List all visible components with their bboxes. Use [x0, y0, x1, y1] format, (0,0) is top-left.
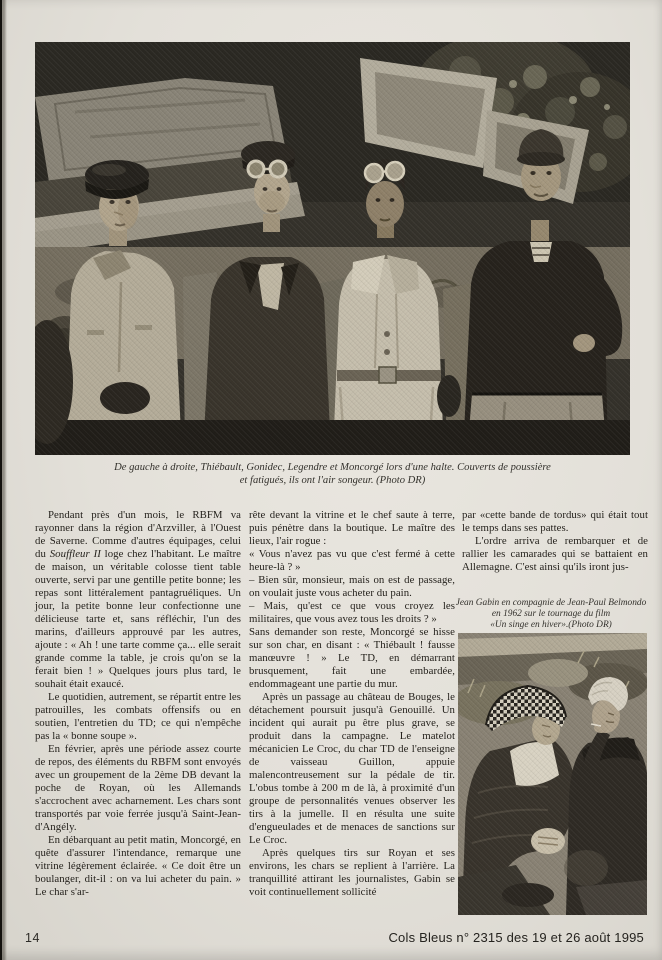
- paragraph-incident-le-croc: Après un passage au château de Bouges, le détachement poursuit jusqu'à Genouillé. Un incident qui aurait pu être plus grave, se produit dans la campagne. Le matelot mécanicien Le Croc, du char TD de l'enseigne de vaisseau Guillon, appuie malencontreusement sur la pédale de tir. L'obus tombe à 200 m de là, à proximité d'un groupe de personnalités venues observer les tirs à la jumelle. Il en résulta une suite d'engueulades et de menaces de sanctions sur Le Croc.: [249, 691, 455, 846]
- page-number: 14: [25, 931, 40, 945]
- dialogue-reponse: – Bien sûr, monsieur, mais on est de passage, on voulait juste vous acheter du pain.: [249, 574, 455, 599]
- paragraph-rbfm-arzviller: [35, 509, 241, 691]
- paragraph-fevrier-royan: En février, après une période assez courte de repos, des éléments du RBFM sont envoyés avec un groupement de la 2ème DB devant la poche de Royan, où les Allemands s'accrochent avec acharnement. Les chars sont transportés par voie ferrée jusqu'à Saint-Jean-d'Angély.: [35, 743, 241, 833]
- main-caption-line-1: De gauche à droite, Thiébault, Gonidec, Legendre et Moncorgé lors d'une halte. Couverts de poussière: [114, 462, 551, 473]
- paragraph-quotidien: Le quotidien, autrement, se répartit entre les patrouilles, les combats offensifs ou en soutien, l'entretien du TD; ce qui n'empêche pas la « bonne soupe ».: [35, 691, 241, 742]
- paragraph-text: Pendant près d'un mois, le RBFM va rayonner dans la région d'Arzviller, à l'Ouest de Saverne. Comme d'autres équipages, celui du: [35, 509, 241, 560]
- gabin-belmondo-photo: [458, 633, 647, 915]
- paragraph-bande-de-tordus: par «cette bande de tordus» qui était tout le temps dans ses pattes.: [462, 509, 648, 534]
- photo2-caption-line-2: en 1962 sur le tournage du film: [491, 609, 611, 619]
- photo2-caption: [450, 598, 652, 631]
- paragraph-text: loge chez l'habitant. Le maître de maison, un véritable colosse tient table ouverte, servi par une gentille petite bonne; les repas sont littéralement pantagruéliques. Un jour, la petite bonne leur confectionne une délicieuse tarte et, sans réfléchir, l'un des marins, d'ailleurs approuvé par les autres, ajoute : « Ah ! une tarte comme ça... elle serait grande comme la table, je crois qu'on se la ferait bien ! » Quelques jours plus tard, le souhait était exaucé.: [35, 548, 241, 690]
- paragraph-fausse-manoeuvre: Sans demander son reste, Moncorgé se hisse sur son char, en disant : « Thiébault ! fausse manœuvre ! » Le TD, en démarrant brusquement, fait une embardée, endommageant une partie du mur.: [249, 626, 455, 690]
- paragraph-boutique: rête devant la vitrine et le chef saute à terre, puis pénètre dans la boutique. Le maître des lieux, l'air rogue :: [249, 509, 455, 547]
- paragraph-tirs-royan: Après quelques tirs sur Royan et ses environs, les chars se replient à l'arrière. La tranquillité attirant les journalistes, Gabin se voit continuellement sollicité: [249, 847, 455, 898]
- paragraph-rembarquement: L'ordre arriva de rembarquer et de rallier les camarades qui se battaient en Allemagne. C'est ainsi qu'ils iront jus-: [462, 535, 648, 573]
- photo2-caption-line-1: Jean Gabin en compagnie de Jean-Paul Belmondo: [455, 598, 647, 608]
- paragraph-debarquement: En débarquant au petit matin, Moncorgé, en quête d'assurer l'intendance, remarque une vitrine légèrement éclairée. « Ce doit être un boulanger, dit-il : on va lui acheter du pain. » Le char s'ar-: [35, 834, 241, 898]
- scan-spine-edge: [0, 0, 7, 960]
- photo2-caption-line-3: «Un singe en hiver».(Photo DR): [490, 620, 612, 630]
- tank-crew-illustration: [35, 42, 630, 455]
- main-photo-caption: [35, 461, 630, 487]
- ship-name-italic: Souffleur II: [49, 548, 101, 560]
- journal-issue-line: Cols Bleus n° 2315 des 19 et 26 août 1995: [388, 930, 644, 945]
- main-caption-line-2: et fatigués, ils ont l'air songeur. (Photo DR): [239, 475, 426, 486]
- article-column-3: [462, 509, 648, 574]
- dialogue-militaires: – Mais, qu'est ce que vous croyez les militaires, que vous avez tous les droits ? »: [249, 600, 455, 625]
- article-column-1: [35, 509, 241, 899]
- article-column-2: [249, 509, 455, 899]
- main-photo: [35, 42, 630, 455]
- dialogue-boulanger: « Vous n'avez pas vu que c'est fermé à cette heure-là ? »: [249, 548, 455, 573]
- gabin-belmondo-illustration: [458, 633, 647, 915]
